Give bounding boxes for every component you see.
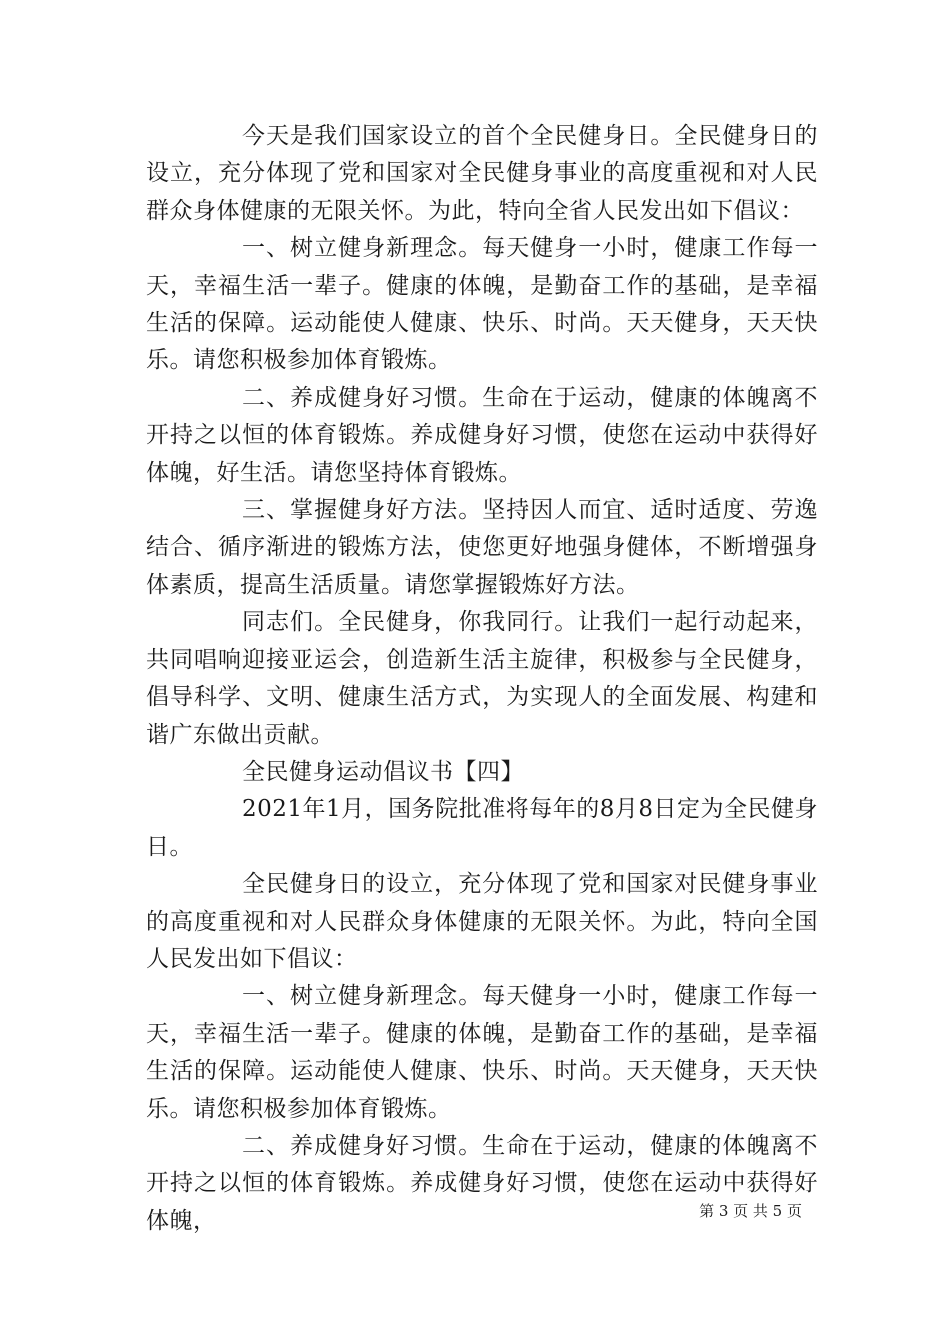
paragraph-intro-2: 全民健身日的设立，充分体现了党和国家对民健身事业的高度重视和对人民群众身体健康的无限关怀。为此，特向全国人民发出如下倡议： bbox=[146, 871, 818, 972]
section-heading: 全民健身运动倡议书【四】 bbox=[242, 758, 524, 785]
paragraph-point-2: 二、养成健身好习惯。生命在于运动，健康的体魄离不开持之以恒的体育锻炼。养成健身好习惯，使您在运动中获得好体魄，好生活。请您坚持体育锻炼。 bbox=[146, 384, 818, 486]
paragraph-point-3: 三、掌握健身好方法。坚持因人而宜、适时适度、劳逸结合、循序渐进的锻炼方法，使您更好地强身健体，不断增强身体素质，提高生活质量。请您掌握锻炼好方法。 bbox=[146, 497, 818, 598]
paragraph-date: 2021年1月，国务院批准将每年的8月8日定为全民健身日。 bbox=[146, 796, 818, 860]
paragraph-point-1: 一、树立健身新理念。每天健身一小时，健康工作每一天，幸福生活一辈子。健康的体魄，是勤奋工作的基础，是幸福生活的保障。运动能使人健康、快乐、时尚。天天健身，天天快乐。请您积极参加体育锻炼。 bbox=[146, 235, 818, 374]
document-body bbox=[146, 118, 818, 1240]
paragraph-intro: 今天是我们国家设立的首个全民健身日。全民健身日的设立，充分体现了党和国家对全民健身事业的高度重视和对人民群众身体健康的无限关怀。为此，特向全省人民发出如下倡议： bbox=[146, 123, 818, 224]
paragraph-closing: 同志们。全民健身，你我同行。让我们一起行动起来，共同唱响迎接亚运会，创造新生活主旋律，积极参与全民健身，倡导科学、文明、健康生活方式，为实现人的全面发展、构建和谐广东做出贡献。 bbox=[146, 609, 818, 748]
paragraph-point-1-b: 一、树立健身新理念。每天健身一小时，健康工作每一天，幸福生活一辈子。健康的体魄，是勤奋工作的基础，是幸福生活的保障。运动能使人健康、快乐、时尚。天天健身，天天快乐。请您积极参加体育锻炼。 bbox=[146, 983, 818, 1122]
paragraph-point-2-b: 二、养成健身好习惯。生命在于运动，健康的体魄离不开持之以恒的体育锻炼。养成健身好习惯，使您在运动中获得好体魄， bbox=[146, 1132, 818, 1234]
page-number: 第 3 页 共 5 页 bbox=[699, 1202, 802, 1220]
